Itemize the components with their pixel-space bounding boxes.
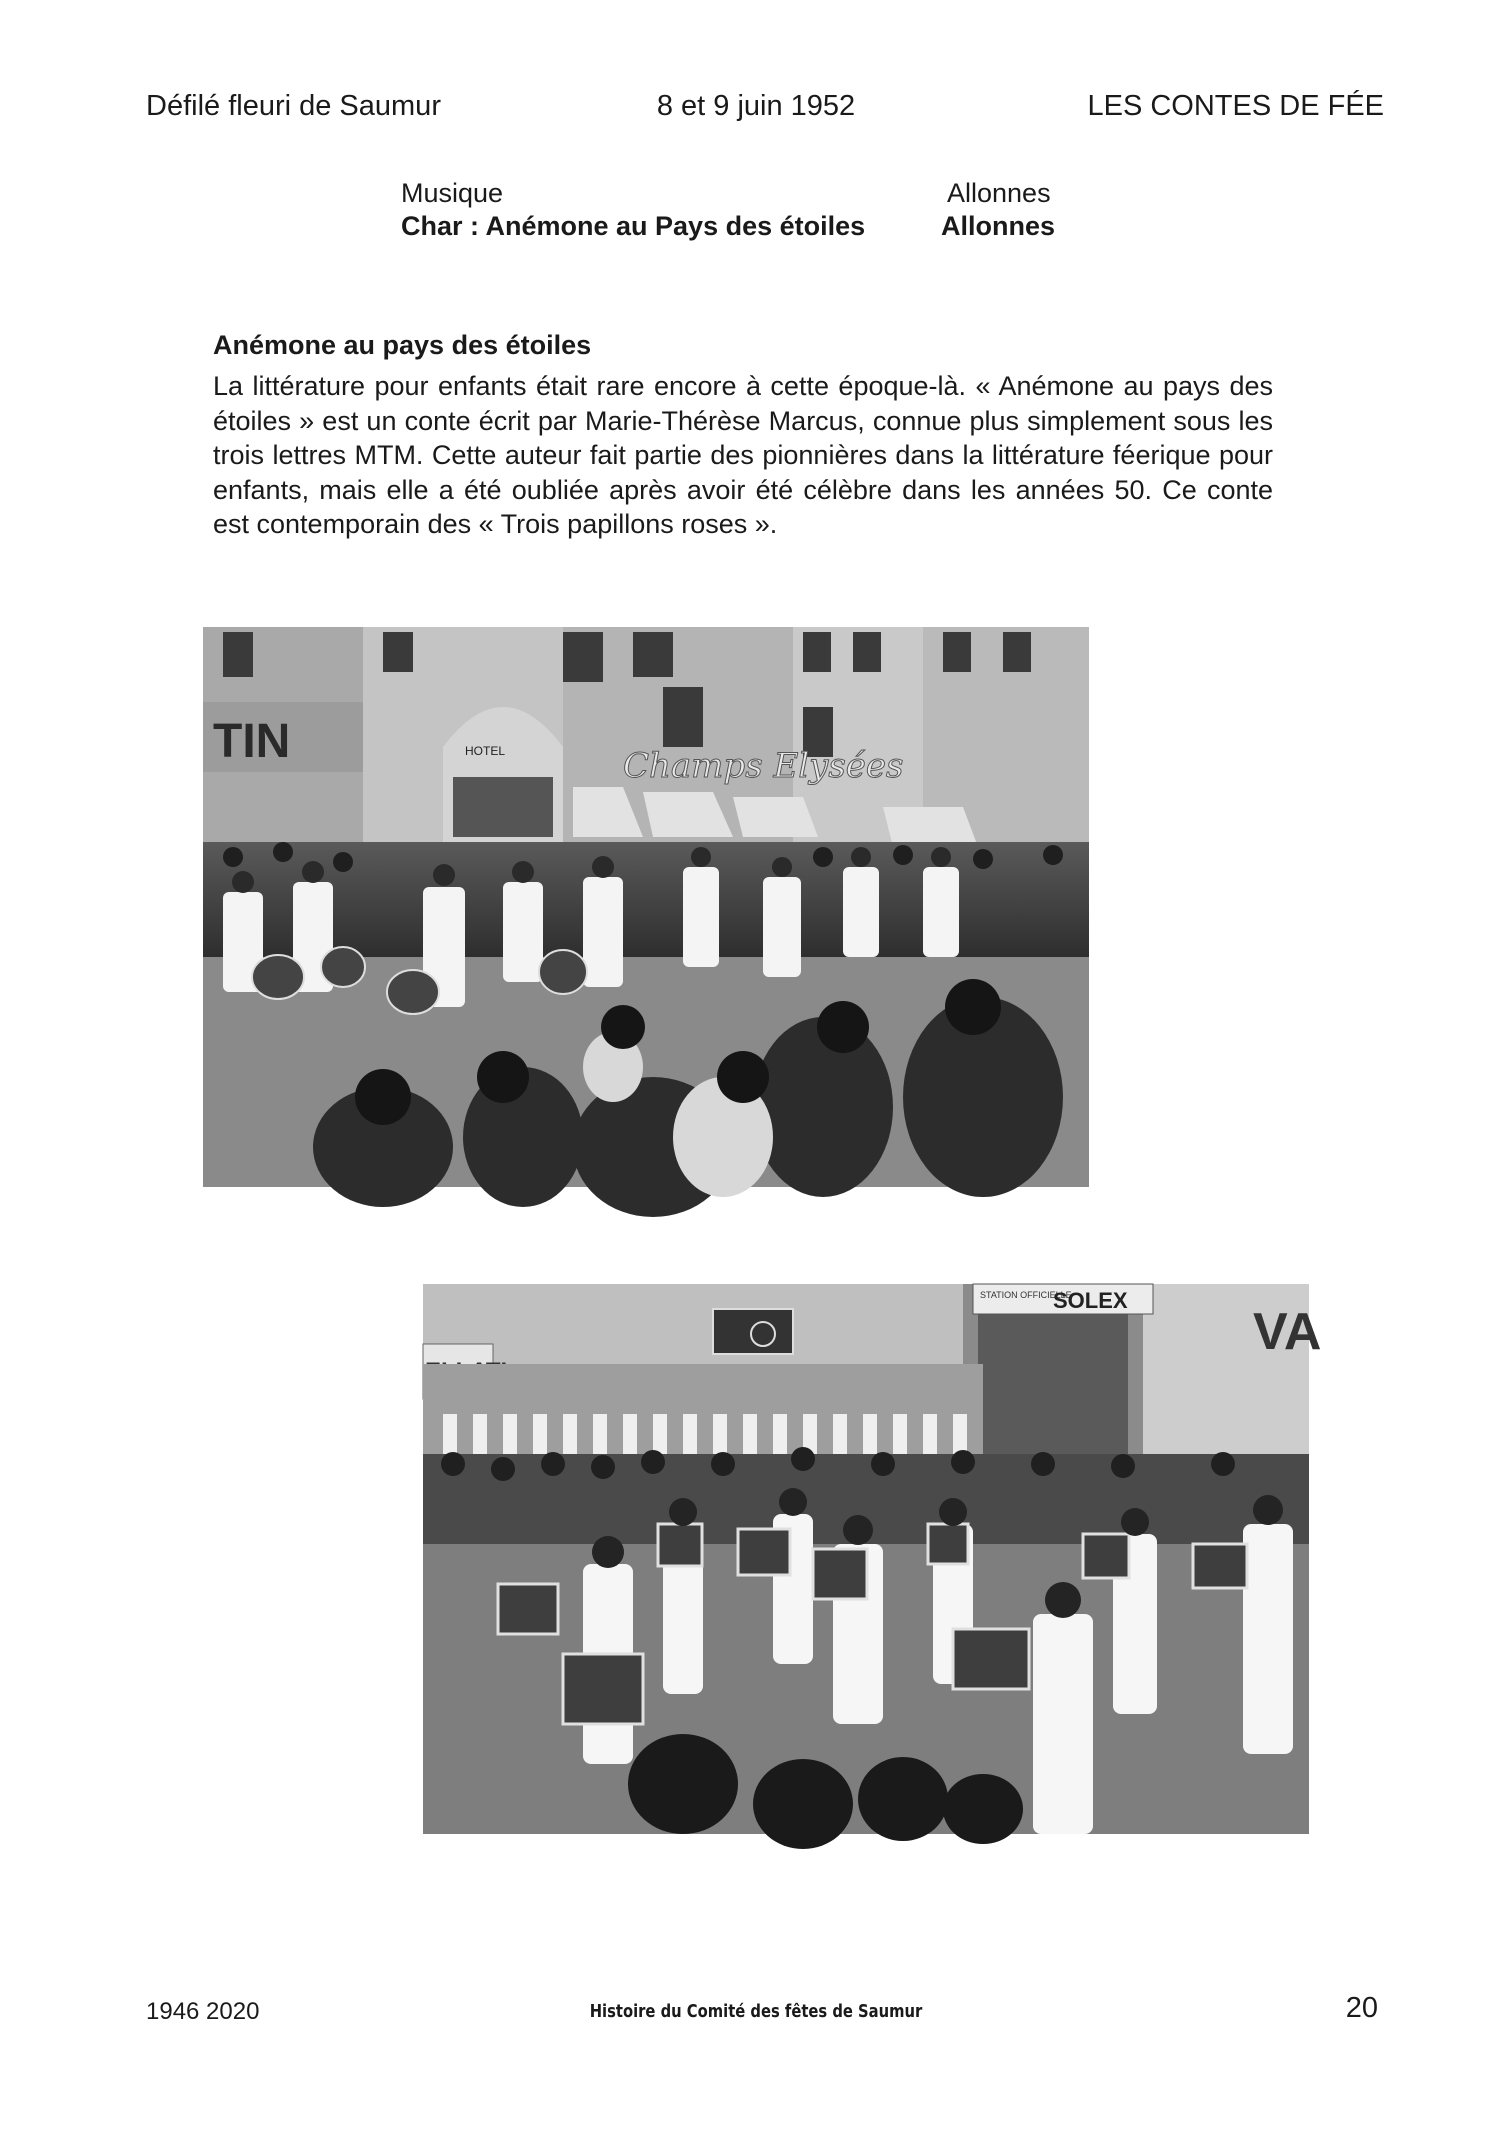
header-left-title: Défilé fleuri de Saumur (146, 90, 441, 122)
sign-va: VA (1253, 1303, 1322, 1361)
footer-book-title: Histoire du Comité des fêtes de Saumur (589, 2001, 923, 2022)
footer-years: 1946 2020 (146, 1998, 260, 2025)
article-body: La littérature pour enfants était rare encore à cette époque-là. « Anémone au pays des étoiles » est un conte écrit par Marie-Thérèse Marcus, connue plus simplement sous les trois lettres MTM. Cette auteur fait partie des pionnières dans la littérature féerique pour enfants, mais elle a été oubliée après avoir été célèbre dans les années 50. Ce conte est contemporain des « Trois papillons roses ». (213, 371, 1273, 539)
sign-solex: SOLEX (1053, 1288, 1128, 1313)
parade-photo-street (203, 627, 1089, 1187)
parade-photo-musicians (423, 1284, 1322, 1834)
char-place: Allonnes (941, 211, 1056, 241)
category-label: Musique (401, 178, 504, 208)
page-number: 20 (1345, 1992, 1378, 2024)
sign-station-officielle: STATION OFFICIELLE (980, 1290, 1072, 1300)
shop-sign-champs-elysees: Champs Elysées (623, 746, 904, 786)
header-theme: LES CONTES DE FÉE (1087, 90, 1384, 122)
char-title: Char : Anémone au Pays des étoiles (401, 211, 866, 241)
header-date: 8 et 9 juin 1952 (656, 90, 856, 122)
section-heading: Anémone au pays des étoiles (213, 330, 592, 360)
shop-sign-tin: TIN (213, 715, 291, 768)
category-place: Allonnes (947, 178, 1051, 208)
shop-sign-hotel: HOTEL (465, 744, 506, 758)
